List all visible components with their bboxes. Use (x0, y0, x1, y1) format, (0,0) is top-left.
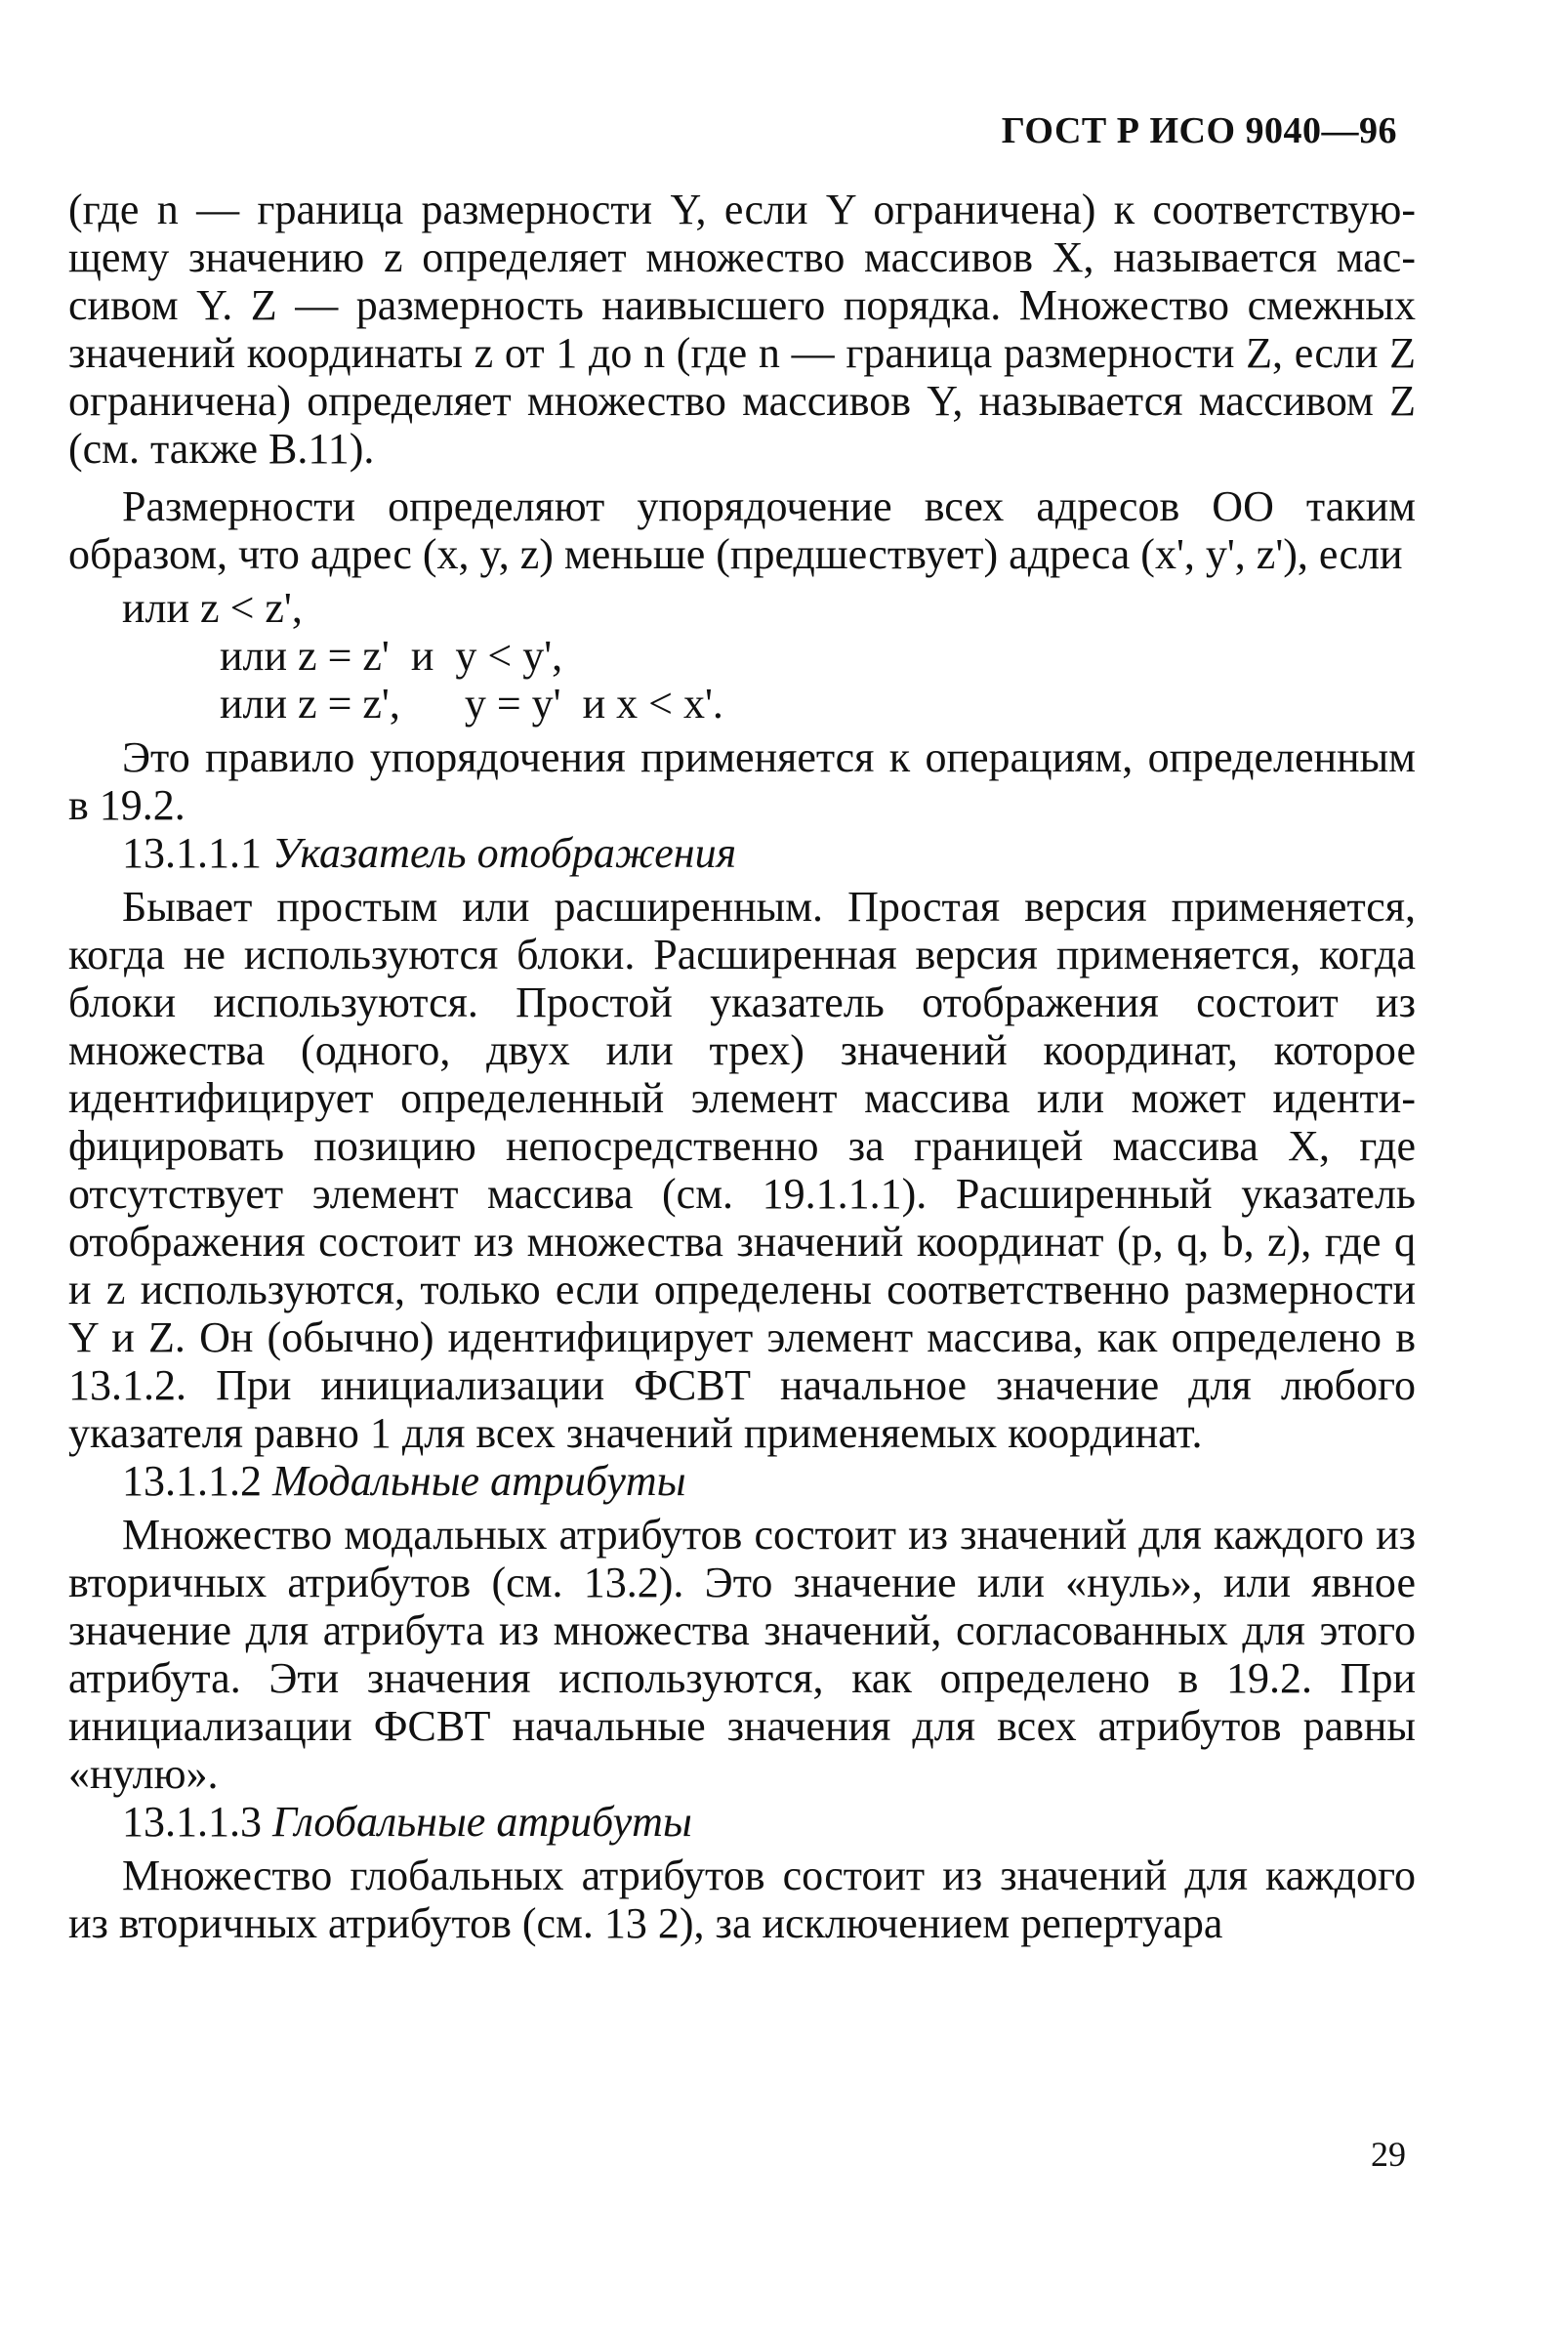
paragraph-address-ordering: Размерности определяют упорядочение всех адресов ОО таким образом, что адрес (x, y, z) меньше (предшествует) адреса (x', y', z'), если (68, 482, 1416, 578)
section-number: 13.1.1.1 (122, 829, 262, 877)
condition-line-2: или z = z' и y < y', (220, 632, 563, 680)
paragraph-modal-attributes: Множество модальных атрибутов состоит из значений для каждого из вторичных атрибутов (см. 13.2). Это значение или «нуль», или явное значение для атрибута из множества значений, согласованных для этого атрибута. Эти значения используются, как определено в 19.2. При инициализации ФСВТ начальные значения для всех атрибутов равны «нулю». (68, 1511, 1416, 1798)
page-number: 29 (1371, 2135, 1406, 2174)
page-body (68, 186, 1416, 1947)
document-code-header: ГОСТ Р ИСО 9040—96 (1001, 110, 1397, 151)
section-heading-13-1-1-1 (68, 829, 1416, 877)
condition-line-3: или z = z', y = y' и x < x'. (220, 680, 723, 728)
section-title: Модальные атрибуты (272, 1457, 686, 1505)
section-number: 13.1.1.3 (122, 1798, 262, 1846)
paragraph-ordering-rule: Это правило упорядочения применяется к операциям, определенным в 19.2. (68, 733, 1416, 829)
condition-line-1: или z < z', (122, 584, 303, 632)
section-heading-13-1-1-3 (68, 1798, 1416, 1846)
paragraph-global-attributes: Множество глобальных атрибутов состоит из значений для каждого из вторичных атрибутов (см. 13 2), за исключением репертуара (68, 1852, 1416, 1947)
section-heading-13-1-1-2 (68, 1457, 1416, 1505)
section-number: 13.1.1.2 (122, 1457, 262, 1505)
paragraph-display-pointer: Бывает простым или расширенным. Простая версия применяется, когда не используются блоки. Расширенная версия применяется, когда блоки используются. Простой указатель отображения состоит из множества (одного, двух или трех) значений координат, которое идентифицирует определенный элемент массива или может идентифицировать позицию непосредственно за границей массива X, где отсутствует элемент массива (см. 19.1.1.1). Расширенный указатель отображения состоит из множества значений координат (p, q, b, z), где q и z используются, только если определены соответственно размерности Y и Z. Он (обычно) идентифицирует элемент массива, как определено в 13.1.2. При инициализации ФСВТ начальное значение для любого указателя равно 1 для всех значений применяемых координат. (68, 883, 1416, 1457)
paragraph-dimensions-definition: (где n — граница размерности Y, если Y ограничена) к соответствующему значению z определяет множество массивов X, называется массивом Y. Z — размерность наивысшего порядка. Множество смежных значений координаты z от 1 до n (где n — граница размерности Z, если Z ограничена) определяет множество массивов Y, называется массивом Z (см. также В.11). (68, 186, 1416, 473)
ordering-conditions (68, 584, 1416, 728)
section-title: Глобальные атрибуты (272, 1798, 692, 1846)
section-title: Указатель отображения (272, 829, 737, 877)
